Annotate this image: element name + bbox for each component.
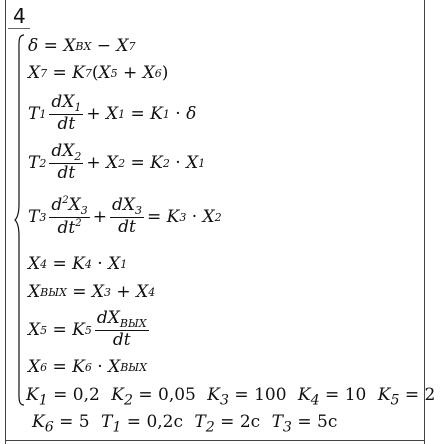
equation-1: δ = X ВХ − X 7 — [28, 36, 136, 56]
param-t1: $T_1 = 0,2c$ — [101, 412, 183, 436]
param-k5: $K_5 = 2$ — [377, 385, 436, 409]
equation-2: X 7 = K 7 ( X 5 + X 6 ) — [28, 63, 169, 83]
fraction: $\frac{d^2X_3}{dt^2}$ — [51, 194, 88, 239]
equation-5: T 3 $\frac{d^2X_3}{dt^2}$ + $\frac{dX_3}{dt}$ = K 3 · X 2 — [28, 194, 222, 239]
equation-9: X 6 = K 6 · X ВЫХ — [28, 357, 147, 377]
parameters-row-2 — [32, 412, 343, 435]
equation-4: T 2 $\frac{dX_2}{dt}$ + X 2 = K 2 · X 1 — [28, 140, 206, 184]
fraction: $\frac{dX_1}{dt}$ — [51, 91, 82, 135]
equation-8: X 5 = K 5 $\frac{dX_{ВЫХ}}{dt}$ — [28, 307, 147, 351]
equation-6: X 4 = K 4 · X 1 — [28, 254, 128, 274]
cell-number-underline — [8, 28, 30, 29]
cell-number: 4 — [13, 4, 26, 28]
system-brace-icon — [15, 34, 25, 406]
param-k2: $K_2 = 0,05$ — [111, 385, 196, 409]
equation-3: T 1 $\frac{dX_1}{dt}$ + X 1 = K 1 · δ — [28, 91, 197, 135]
parameters-row-1 — [26, 385, 441, 408]
param-t3: $T_3 = 5c$ — [271, 412, 338, 436]
param-k6: $K_6 = 5$ — [32, 412, 90, 436]
param-k1: $K_1 = 0,2$ — [26, 385, 100, 409]
cell-border-right — [424, 0, 425, 444]
cell-border-left — [5, 0, 6, 444]
fraction: $\frac{dX_2}{dt}$ — [51, 140, 82, 184]
equation-7: X ВЫХ = X 3 + X 4 — [28, 282, 156, 302]
fraction: $\frac{dX_{ВЫХ}}{dt}$ — [96, 307, 147, 351]
cell-border-bottom — [5, 440, 425, 441]
param-t2: $T_2 = 2c$ — [194, 412, 261, 436]
param-k4: $K_4 = 10$ — [297, 385, 367, 409]
param-k3: $K_3 = 100$ — [207, 385, 287, 409]
fraction: $\frac{dX_3}{dt}$ — [111, 194, 142, 238]
